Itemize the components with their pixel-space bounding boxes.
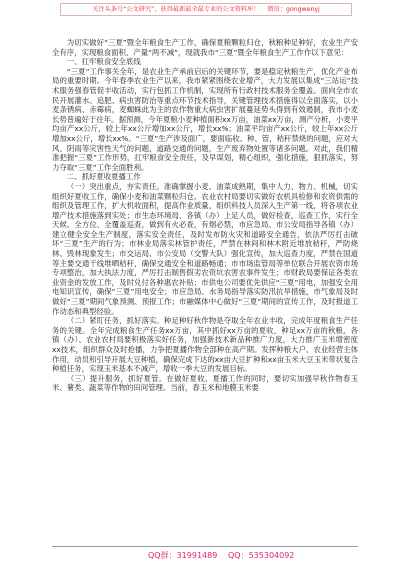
- promo-banner: [60, 3, 352, 16]
- subsection-1-paragraph: （一）突出重点，夯实责任。准确掌握小麦、油菜成熟期，集中人力、物力、机械，切实组织好夏收工作，确保小麦和油菜颗粒归仓。农业农村局要切实做好农机具检修和农资供需的组织及管理工作，扩大机收面积，提高作业质量，组织科技人员深入生产第一线，将各项农业增产技术措施落到实处；市生态环境局、各镇（办）上足人员，做好检查，巡查工作，实行全天候、全方位、全覆盖巡查，做到有火必查，有烟必禁，市应急局、市公安局指导各镇（办）建立健全安全生产制度，落实安全责任，及时发布防火灾和道路安全通告，依法严厉打击破坏“三夏”生产的行为；市林业局落实林管护责任，严禁在林间和林木附近堆放秸秆，严防烧林、毁林现象发生；市交运局、市公安局（交警大队）强化宣传，加大巡查力度，严禁在国道等主要交通干线堆晒秸秆，确保交通安全和道路畅通；市市场监管局等单位联合开展农资市场专项整治，加大执法力度，严厉打击制售假劣农资坑农害农事件发生；市财政局要保证各类农业资金的发放工作，及时兑付各种惠农补贴；市供电公司要优先供应“三夏”用电，加强安全用电知识宣传，确保“三夏”用电安全；市应急局、水务局指导落实防汛抗旱措施，市气象局及时做好“三夏”期间气象预测、预报工作；市融媒体中心做好“三夏”期间的宣传工作，及时报道工作动态和典型经验。: [52, 181, 358, 316]
- section-heading-1: 一、扛牢粮食安全底线: [66, 57, 141, 67]
- section-1-paragraph: “三夏”工作事关全年，是农业生产承前启后的关键环节，要是稳定秋粮生产，优化产业布局的重要时期。今年春季农业生产以来，我市紧紧围绕农业增产，大力发展以集成“三站运”技术服务强春管促丰收活动，实行包抓工作机制，实现所有行政村技术服务全覆盖。面向全市农民开展灌水、追肥、病虫害防治等重点环节技术指导，关键管理技术措施得以全面落实，以小麦条锈病、赤霉病，麦蜘蛛此为主的农作物重大病虫害扩展蔓延势头得到有效遏制，我市小麦长势普遍好于往年。据预测，今年夏粮小麦种植面积xx万亩，油菜xx万亩，测产分析，小麦平均亩产xx公斤，较上年xx公斤增加xx公斤，增长xx%；油菜平均亩产xx公斤，较上年xx公斤增加xx公斤，增长xx%。“三夏”生产涉及面广，要面临收、种、管，秸秆禁烧的问题，应对大风、阴雨等灾害性天气的问题，道路交通的问题，生产废弃物处置等诸多问题。对此，我们精准把握“三夏”工作形势，扛牢粮食安全责任，及早谋划，精心组织，强化措施，狠抓落实，努力夺取“三夏”工作全面胜利。: [52, 66, 358, 172]
- document-body: [52, 38, 358, 393]
- banner-promo-text: 关注头条号“公文研究”，获得最新最全最专业的公文资料库！: [92, 6, 260, 13]
- page-footer: [52, 550, 358, 562]
- intro-paragraph: 为切实做好“三夏”暨全年粮食生产工作，确保夏粮颗粒归仓，秋粮种足种好，农业生产安全有序，实现粮食面积、产量“两不减”，现就我市“三夏”暨全年粮食生产工作作以下意见：: [52, 38, 358, 57]
- banner-wechat-id: 微信：gongwenyj: [267, 6, 320, 13]
- subsection-3-paragraph: （三）提升服务，抓好夏管。在做好夏收、夏播工作的同时，要切实加强早秋作物春玉米、薯类、蔬菜等作物的田间管理。当前，春玉米和地膜玉米要: [52, 373, 358, 393]
- footer-qq-group: QQ群：31991489: [148, 551, 218, 560]
- footer-qq: QQ：535304092: [228, 551, 295, 560]
- subsection-2-paragraph: （二）紧盯任务，抓好落实。种足种好秋作物是夺取全年农业丰收，完成年度粮食生产任务的关键。全年完成粮食生产任务xx万亩，其中抓好xx万亩的夏收，种足xx万亩的秋粮，各镇（办）、农业农村局要积极落实好任务，加强新技术新品种推广力度，大力推广玉米增密度xx技术，组织群众及时抢播，力争把夏播作物全部种在高产期。发挥种粮大户、农业经营主体作用，动员和引导开展大豆种植，确保完成下达的xx亩大豆扩种和xx亩玉米大豆玉米带状复合种植任务，实现玉米基本不减产，增收一季大豆的发展目标。: [52, 316, 358, 374]
- footer-divider: [52, 546, 358, 547]
- section-heading-2: 二、抓好夏收夏播工作: [66, 172, 141, 182]
